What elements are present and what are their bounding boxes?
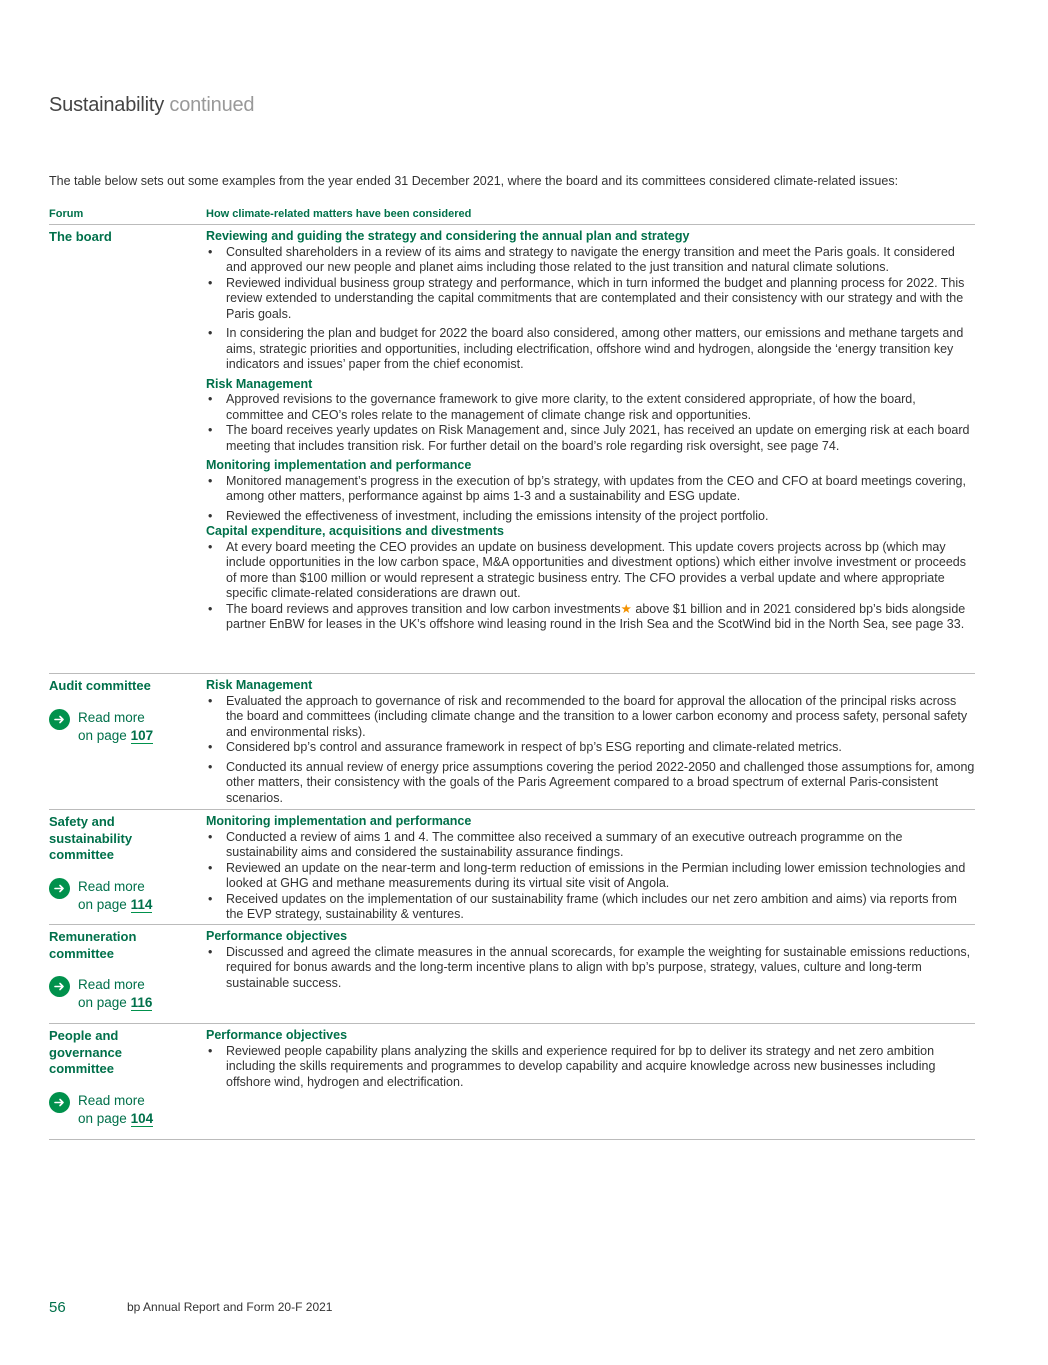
list-item: • Received updates on the implementation of our sustainability frame (which includes our net zero ambition and aims) via reports from the EVP strategy, sustainability & ventures. xyxy=(206,892,975,923)
col-how-header: How climate-related matters have been considered xyxy=(206,208,472,220)
table-header xyxy=(49,208,975,225)
read-more-link[interactable] xyxy=(49,709,206,745)
section-heading: Performance objectives xyxy=(206,1028,348,1042)
title-continued: continued xyxy=(169,94,255,116)
list-item: • Consulted shareholders in a review of its aims and strategy to navigate the energy transition and meet the Paris goals. It considered and approved our new people and planet aims including those related to the just transition and natural climate solutions. xyxy=(206,245,975,276)
col-forum-header: Forum xyxy=(49,208,84,220)
list-item: • Reviewed the effectiveness of investment, including the emissions intensity of the project portfolio. xyxy=(206,509,975,525)
read-more-label: Read more xyxy=(78,878,145,894)
forum-name: The board xyxy=(49,229,112,244)
table-row xyxy=(49,1024,975,1140)
arrow-right-icon xyxy=(49,878,70,899)
item-text-after: above $1 billion and in 2021 considered bp’s bids alongside partner EnBW for leases in the UK’s offshore wind leasing round in the Irish Sea and the ScotWind bid in the North Sea, see page 33. xyxy=(226,601,966,631)
section-heading: Risk Management xyxy=(206,376,313,391)
title-main: Sustainability xyxy=(49,94,165,116)
forum-name: Remuneration committee xyxy=(49,929,137,961)
list-item: • Reviewed individual business group strategy and performance, which in turn informed the budget and planning process for 2022. This review extended to understanding the capital commitments that are contemplated and their consistency with our strategy and with the Paris goals. xyxy=(206,276,975,323)
table-row xyxy=(49,225,975,674)
on-page-label: on page xyxy=(78,995,127,1010)
list-item: • Considered bp’s control and assurance framework in respect of bp’s ESG reporting and climate-related metrics. xyxy=(206,740,975,756)
climate-table xyxy=(49,208,975,1140)
page-number: 56 xyxy=(49,1299,66,1316)
table-row xyxy=(49,674,975,810)
list-item: • Reviewed people capability plans analyzing the skills and experience required for bp to deliver its strategy and net zero ambition including the skills requirements and programmes to develop capability and acquire knowledge across new businesses including offshore wind, hydrogen and electrification. xyxy=(206,1044,975,1091)
star-icon: ★ xyxy=(620,601,632,616)
read-more-link[interactable] xyxy=(49,1092,206,1128)
list-item: • In considering the plan and budget for 2022 the board also considered, among other matters, our emissions and methane targets and aims, strategic priorities and opportunities, including electrification, offshore wind and hydrogen, alongside the ‘energy transition key indicators and issues’ paper from the chief economist. xyxy=(206,326,975,373)
section-heading: Reviewing and guiding the strategy and considering the annual plan and strategy xyxy=(206,229,690,243)
page-ref[interactable]: 116 xyxy=(130,995,153,1010)
read-more-link[interactable] xyxy=(49,976,206,1012)
read-more-label: Read more xyxy=(78,1092,145,1108)
forum-name: People and governance committee xyxy=(49,1028,122,1076)
list-item: • Evaluated the approach to governance of risk and recommended to the board for approval the allocation of the principal risks across the board and committees (including climate change and the transition to a lower carbon economy and process safety, personal safety and environmental risks). xyxy=(206,694,975,741)
table-row xyxy=(49,810,975,925)
list-item: • Conducted its annual review of energy price assumptions covering the period 2022-2050 and challenged those assumptions for, among other matters, their consistency with the goals of the Paris Agreement compared to a broad spectrum of external Paris-consistent scenarios. xyxy=(206,760,975,807)
report-name: bp Annual Report and Form 20-F 2021 xyxy=(127,1300,333,1314)
intro-text: The table below sets out some examples from the year ended 31 December 2021, where the board and its committees considered climate-related issues: xyxy=(49,174,899,188)
list-item: • Approved revisions to the governance framework to give more clarity, to the extent considered appropriate, of how the board, committee and CEO’s roles relate to the management of climate change risk and opportunities. xyxy=(206,392,975,423)
on-page-label: on page xyxy=(78,727,127,743)
read-more-link[interactable] xyxy=(49,878,206,914)
read-more-label: Read more xyxy=(78,709,145,725)
on-page-label: on page xyxy=(78,896,127,912)
list-item: • At every board meeting the CEO provides an update on business development. This update covers projects across bp (which may include opportunities in the low carbon space, M&A opportunities and divestment options) which either involve investment or proceeds of more than $100 million or would represent a strategic business entry. The CFO provides a verbal update and where appropriate specific climate-related considerations are drawn out. xyxy=(206,540,975,602)
on-page-label: on page xyxy=(78,1110,127,1126)
section-heading: Risk Management xyxy=(206,678,313,692)
list-item: • Monitored management’s progress in the execution of bp’s strategy, with updates from the CEO and CFO at board meetings covering, among other matters, performance against bp aims 1-3 and a sustainability and ESG update. xyxy=(206,474,975,505)
arrow-right-icon xyxy=(49,976,70,997)
forum-name: Audit committee xyxy=(49,678,151,693)
section-heading: Monitoring implementation and performance xyxy=(206,814,472,828)
arrow-right-icon xyxy=(49,1092,70,1113)
section-heading: Capital expenditure, acquisitions and divestments xyxy=(206,524,504,538)
arrow-right-icon xyxy=(49,709,70,730)
section-heading: Performance objectives xyxy=(206,929,348,943)
page-ref[interactable]: 104 xyxy=(130,1110,154,1126)
page-ref[interactable]: 107 xyxy=(130,727,154,743)
list-item: • Reviewed an update on the near-term and long-term reduction of emissions in the Permian including lower emission technologies and looked at GHG and methane measurements during its virtual site visit of Angola. xyxy=(206,861,975,892)
list-item: • The board receives yearly updates on Risk Management and, since July 2021, has received an update on emerging risk at each board meeting that includes transition risk. For further detail on the board’s role regarding risk oversight, see page 74. xyxy=(206,423,975,454)
page-title xyxy=(49,94,254,117)
list-item: • Conducted a review of aims 1 and 4. The committee also received a summary of an executive outreach programme on the sustainability aims and considered the sustainability assurance findings. xyxy=(206,830,975,861)
read-more-label: Read more xyxy=(78,977,145,992)
list-item: • Discussed and agreed the climate measures in the annual scorecards, for example the weighting for sustainable emissions reductions, required for bonus awards and the long-term incentive plans to align with bp’s purpose, strategy, values, culture and long-term sustainable success. xyxy=(206,945,975,992)
table-row xyxy=(49,925,975,1024)
list-item xyxy=(206,602,975,633)
forum-name: Safety and sustainability committee xyxy=(49,814,133,862)
item-text-before: The board reviews and approves transition and low carbon investments xyxy=(226,601,621,616)
page-ref[interactable]: 114 xyxy=(130,896,153,912)
section-heading: Monitoring implementation and performance xyxy=(206,458,472,472)
